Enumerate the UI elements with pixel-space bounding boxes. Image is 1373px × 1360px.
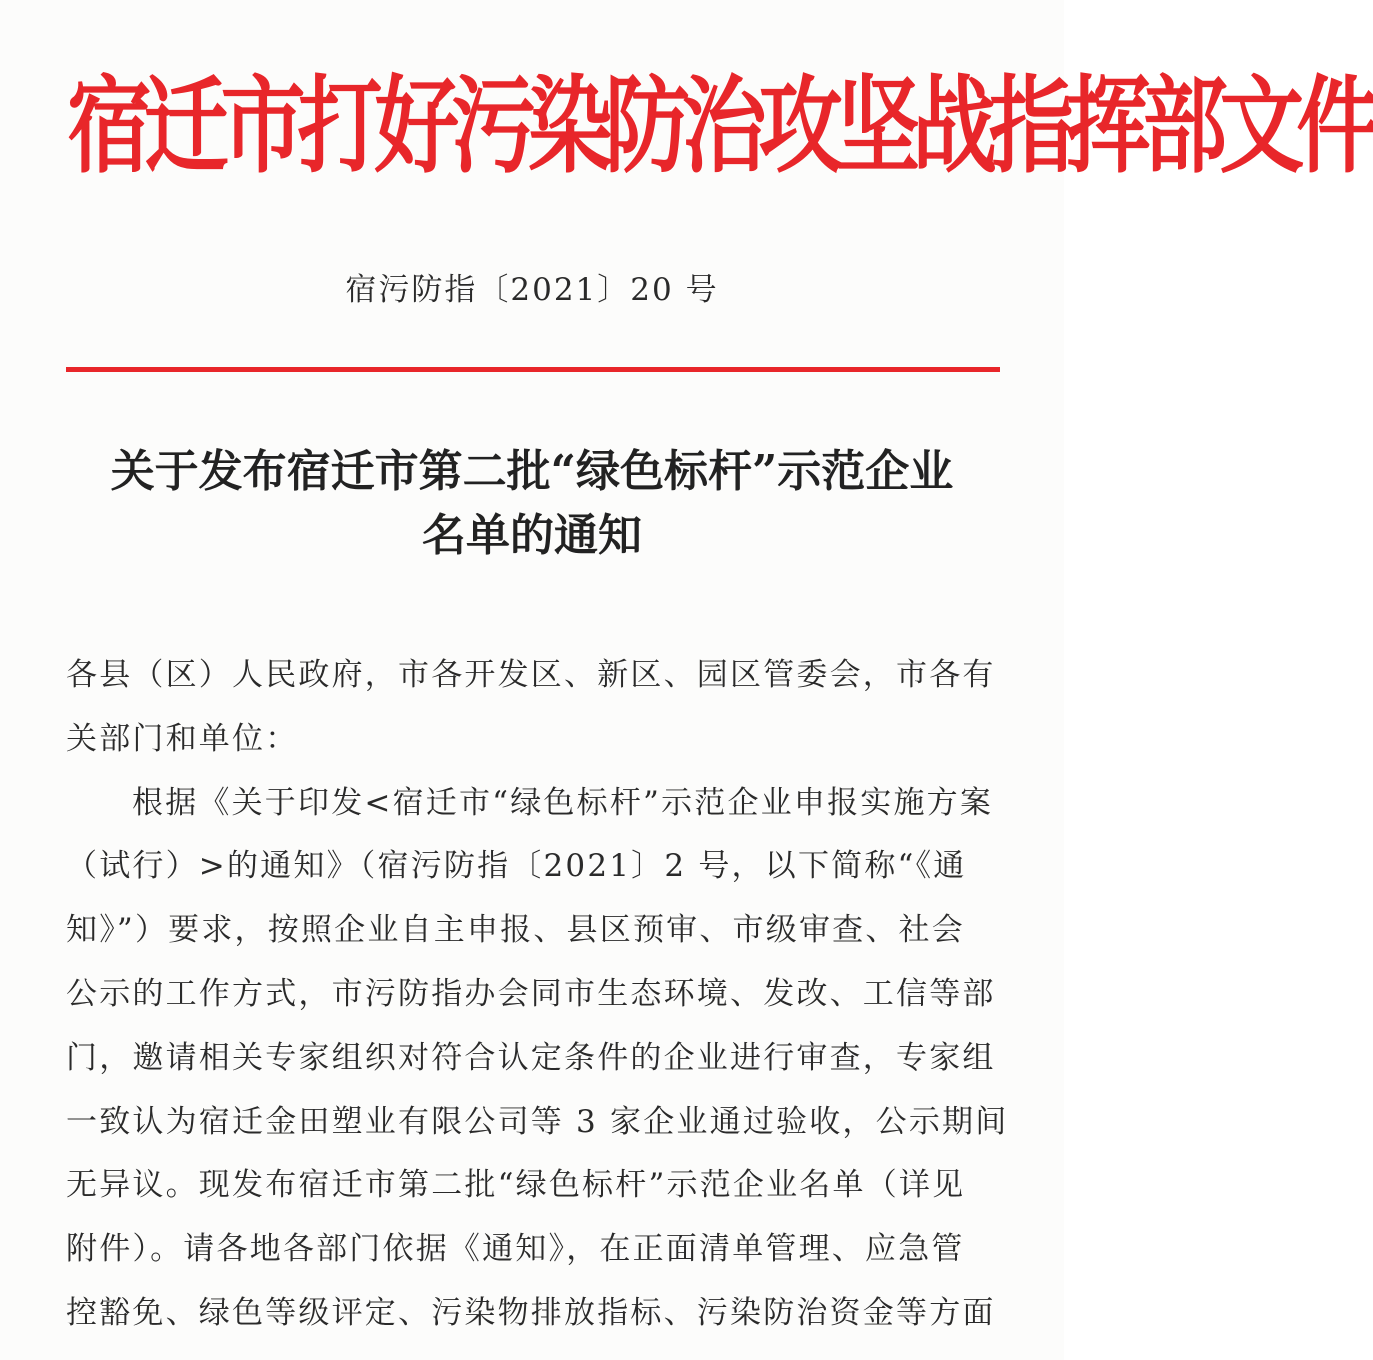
body-line: 附件）。请各地各部门依据《通知》，在正面清单管理、应急管: [66, 1231, 965, 1268]
body-line: 无异议。现发布宿迁市第二批“绿色标杆”示范企业名单（详见: [66, 1167, 966, 1204]
body-line: （试行）>的通知》（宿污防指〔2021〕2 号，以下简称“《通: [66, 848, 967, 885]
body-line: 根据《关于印发<宿迁市“绿色标杆”示范企业申报实施方案: [132, 784, 994, 821]
red-divider-line: [66, 367, 1000, 372]
addressee-line: 关部门和单位：: [66, 720, 299, 757]
body-line: 公示的工作方式，市污防指办会同市生态环境、发改、工信等部: [66, 975, 996, 1012]
notice-title-line: 关于发布宿迁市第二批“绿色标杆”示范企业: [110, 446, 954, 497]
addressee-line: 各县（区）人民政府，市各开发区、新区、园区管委会，市各有: [66, 657, 996, 693]
notice-title: [60, 440, 1004, 568]
body-line: 控豁免、绿色等级评定、污染物排放指标、污染防治资金等方面: [66, 1294, 996, 1331]
body-line: 一致认为宿迁金田塑业有限公司等 3 家企业通过验收，公示期间: [66, 1103, 1009, 1140]
masthead-title: 宿迁市打好污染防治攻坚战指挥部文件: [67, 64, 1373, 188]
body-line: 门，邀请相关专家组织对符合认定条件的企业进行审查，专家组: [66, 1039, 996, 1076]
notice-title-line: 名单的通知: [422, 510, 642, 561]
notice-body: [66, 644, 1009, 1346]
body-line: 知》”）要求，按照企业自主申报、县区预审、市级审查、社会: [66, 912, 965, 949]
document-number: 宿污防指〔2021〕20 号: [345, 272, 719, 308]
